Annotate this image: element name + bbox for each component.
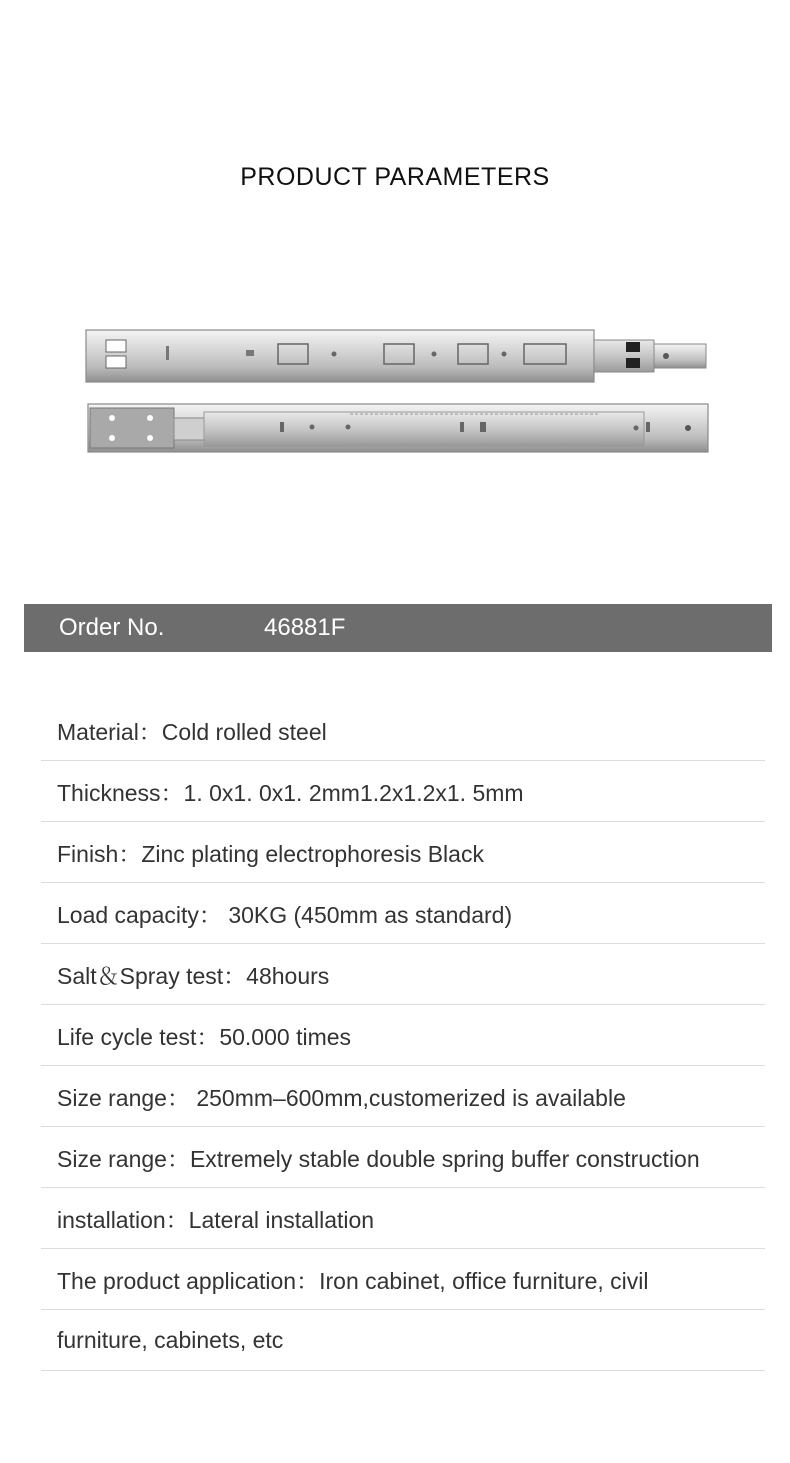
spec-thickness: Thickness：1. 0x1. 0x1. 2mm1.2x1.2x1. 5mm xyxy=(41,761,765,822)
order-number-label: Order No. xyxy=(59,614,165,641)
spec-application: The product application：Iron cabinet, office furniture, civil xyxy=(41,1249,765,1310)
spec-finish: Finish：Zinc plating electrophoresis Black xyxy=(41,822,765,883)
spec-installation: installation：Lateral installation xyxy=(41,1188,765,1249)
spec-size-range: Size range： 250mm–600mm,customerized is available xyxy=(41,1066,765,1127)
spec-application-continued: furniture, cabinets, etc xyxy=(41,1310,765,1371)
spec-list xyxy=(41,700,765,1371)
spec-size-range-construction: Size range：Extremely stable double spring buffer construction xyxy=(41,1127,765,1188)
spec-load-capacity: Load capacity： 30KG (450mm as standard) xyxy=(41,883,765,944)
order-number-value: 46881F xyxy=(264,614,346,641)
spec-life-cycle-test: Life cycle test：50.000 times xyxy=(41,1005,765,1066)
spec-salt-spray-test: Salt＆Spray test：48hours xyxy=(41,944,765,1005)
drawer-slide-product-image xyxy=(80,322,720,467)
page-title: PRODUCT PARAMETERS xyxy=(240,163,550,191)
order-number-bar xyxy=(24,604,772,652)
spec-material: Material：Cold rolled steel xyxy=(41,700,765,761)
